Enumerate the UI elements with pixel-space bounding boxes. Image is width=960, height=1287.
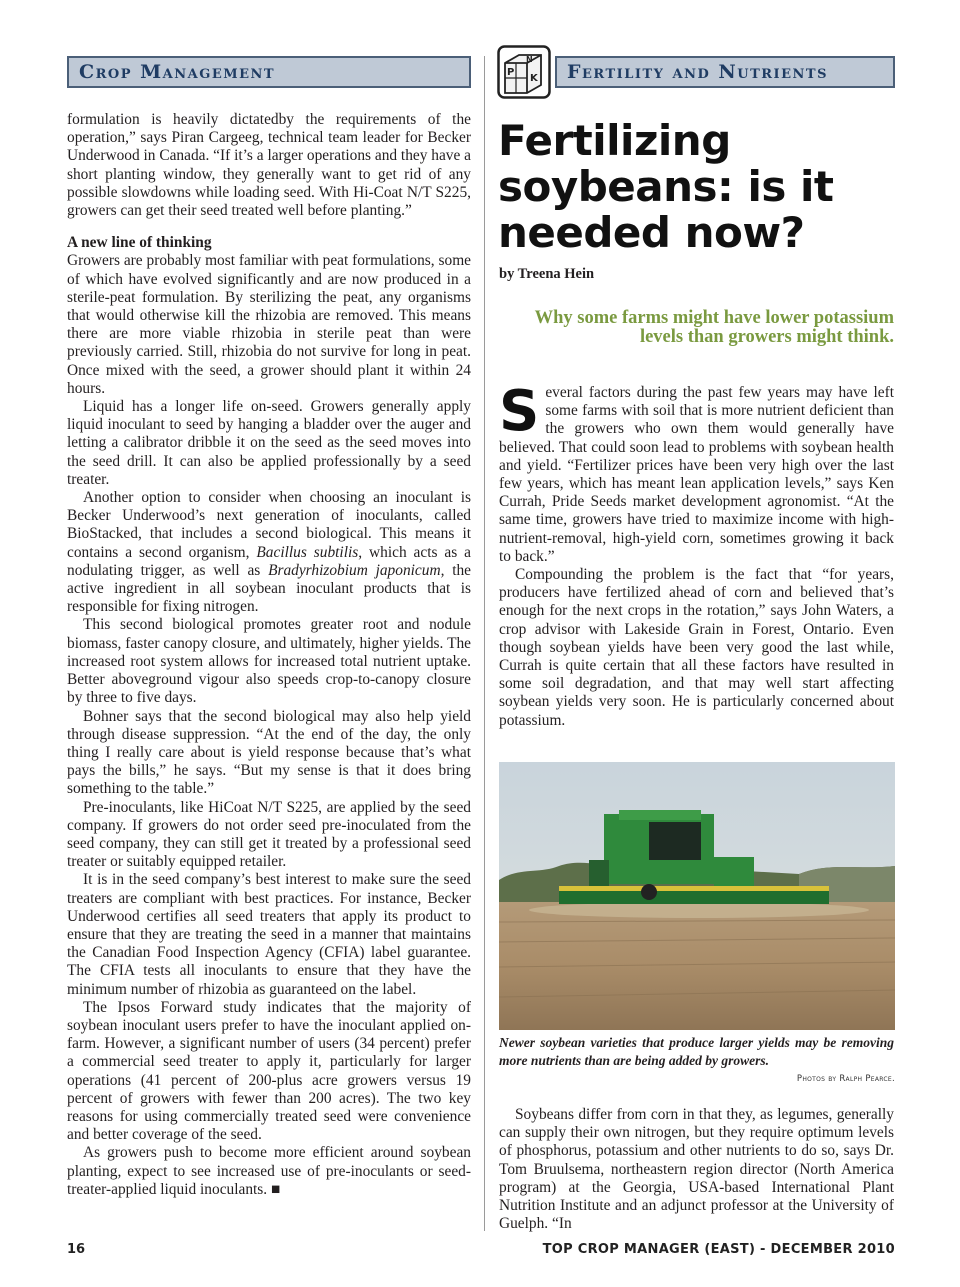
section-header-fertility-nutrients: Fertility and Nutrients	[555, 56, 895, 88]
photo-credit: Photos by Ralph Pearce.	[796, 1074, 895, 1084]
combine-harvester-photo	[499, 762, 895, 1030]
section-header-crop-management: Crop Management	[67, 56, 471, 88]
running-footer: TOP CROP MANAGER (EAST) - DECEMBER 2010	[542, 1242, 895, 1257]
left-paragraph-7: Pre-inoculants, like HiCoat N/T S225, are applied by the seed company. If growers do not order seed pre-inoculated from the seed company, they can still get it treated by a professional seed treater or suitably equipped retailer.	[67, 798, 471, 871]
left-paragraph-4	[67, 489, 471, 616]
article-byline: by Treena Hein	[499, 266, 595, 282]
species-name-bradyrhizobium: Bradyrhizobium japonicum,	[268, 561, 445, 579]
drop-cap: S	[499, 379, 540, 444]
p4-text-b: , which acts as a nodulating trigger, as well as	[67, 543, 471, 579]
article-deck: Why some farms might have lower potassium levels than growers might think.	[534, 308, 894, 347]
logo-letter-k: K	[530, 73, 538, 84]
end-mark-icon: ■	[270, 1180, 281, 1198]
column-divider	[484, 56, 485, 1231]
left-paragraph-1: formulation is heavily dictatedby the requirements of the operation,” says Piran Cargeeg, technical team leader for Becker Underwood in Canada. “If it’s a larger operations and they have a short planting window, they generally want to get rid of any possible slowdowns while loading seed. With Hi-Coat N/T S225, growers can get their seed treated well before planting.”	[67, 111, 472, 220]
photo-caption: Newer soybean varieties that produce larger yields may be removing more nutrients than are being added by growers.	[499, 1035, 894, 1068]
left-paragraph-8: It is in the seed company’s best interest to make sure the seed treaters are compliant with best practices. For instance, Becker Underwood certifies all seed treaters that apply its product to ensure that they are treating the seed in a manner that maintains the Canadian Food Inspection Agency (CFIA) label guarantee. The CFIA tests all inoculants to ensure that they have the minimum number of rhizobia as guaranteed on the label.	[67, 871, 471, 998]
left-paragraph-3: Liquid has a longer life on-seed. Growers generally apply liquid inoculant to seed by hanging a bladder over the auger and letting a calibrator dribble it on the seed as the seed moves into the seed drill. It can also be applied professionally by a seed treater.	[67, 398, 471, 488]
left-paragraph-6: Bohner says that the second biological may also help yield through disease suppression. “At the end of the day, the only thing I really care about is yield response because that’s what pays the bills,” he says. “But my sense is that it does bring something to the table.”	[67, 707, 471, 798]
left-paragraph-9: The Ipsos Forward study indicates that the majority of soybean inoculant users prefer to have the inoculant applied on-farm. However, a significant number of users (34 percent) prefer a commercial seed treater to apply it, particularly for larger operations (41 percent of 200-plus acre growers versus 19 percent of growers with fewer than 200 acres). The two key reasons for using commercially treated seed were convenience and better coverage of the seed.	[67, 998, 471, 1144]
left-paragraph-2: Growers are probably most familiar with peat formulations, some of which have evolved significantly and are now produced in a sterile-peat formulation. By sterilizing the peat, any organisms that would otherwise kill the rhizobia are removed. This means there are more viable rhizobia in sterile peat than were previously carried. Still, rhizobia do not survive for long in peat. Once mixed with the seed, a grower should plant it within 24 hours.	[67, 252, 471, 397]
right-column-bottom	[499, 1106, 894, 1233]
npk-cube-icon	[497, 45, 551, 99]
p4-text-c: the active ingredient in all soybean inoculant products that is responsible for fixing nitrogen.	[67, 561, 471, 616]
left-paragraph-10	[67, 1144, 471, 1199]
article-paragraph-3: Soybeans differ from corn in that they, as legumes, generally can supply their own nitrogen, but they require optimum levels of phosphorus, potassium and other nutrients to do so, says Dr. Tom Bruulsema, northeastern region director (North America program) at the Georgia, USA-based International Plant Nutrition Institute and an adjunct professor at the University of Guelph. “In	[499, 1106, 894, 1233]
logo-letter-p: P	[507, 67, 515, 78]
article-paragraph-1-text: everal factors during the past few years may have left some farms with soil that is more nutrient deficient than the growers who own them would generally have believed. That could soon lead to problems with soybean health and yield. “Fertilizer prices have been very high over the last few years, which has meant lean application levels,” says Ken Currah, Pride Seeds market development agronomist. “At the same time, growers have tried to maximize income with high-nutrient-removal, high-yield corn, sometimes growing it back to back.”	[499, 384, 894, 565]
logo-letter-n: N	[526, 55, 533, 64]
p10-text: As growers push to become more efficient around soybean planting, expect to see increased use of pre-inoculants or seed-treater-applied liquid inoculants.	[67, 1144, 471, 1198]
left-paragraph-5: This second biological promotes greater root and nodule biomass, faster canopy closure, and ultimately, higher yields. The increased root system allows for increased total nutrient uptake. Better aboveground vigour also speeds crop-to-canopy closure by three to five days.	[67, 616, 471, 707]
left-column	[67, 111, 471, 1199]
left-subhead: A new line of thinking	[67, 234, 212, 252]
article-paragraph-2: Compounding the problem is the fact that “for years, producers have fertilized ahead of corn and believed that’s enough for the next crops in the rotation,” says John Waters, a crop advisor with Lakeside Grain in Forest, Ontario. Even though soybean yields have been very good the last while, Currah is quite certain that all these factors have resulted in some soil degradation, and that may well start affecting soybean yields very soon. He is particularly concerned about potassium.	[499, 566, 894, 729]
p4-text-a: Another option to consider when choosing an inoculant is Becker Underwood’s next generation of inoculants, called BioStacked, that includes a second biological. This means it contains a second organism,	[67, 489, 471, 561]
article-title: Fertilizing soybeans: is it needed now?	[498, 116, 834, 257]
right-column-top	[499, 379, 894, 730]
article-paragraph-1	[499, 379, 894, 566]
species-name-bacillus: Bacillus subtilis	[256, 543, 359, 561]
page-number: 16	[67, 1242, 86, 1257]
